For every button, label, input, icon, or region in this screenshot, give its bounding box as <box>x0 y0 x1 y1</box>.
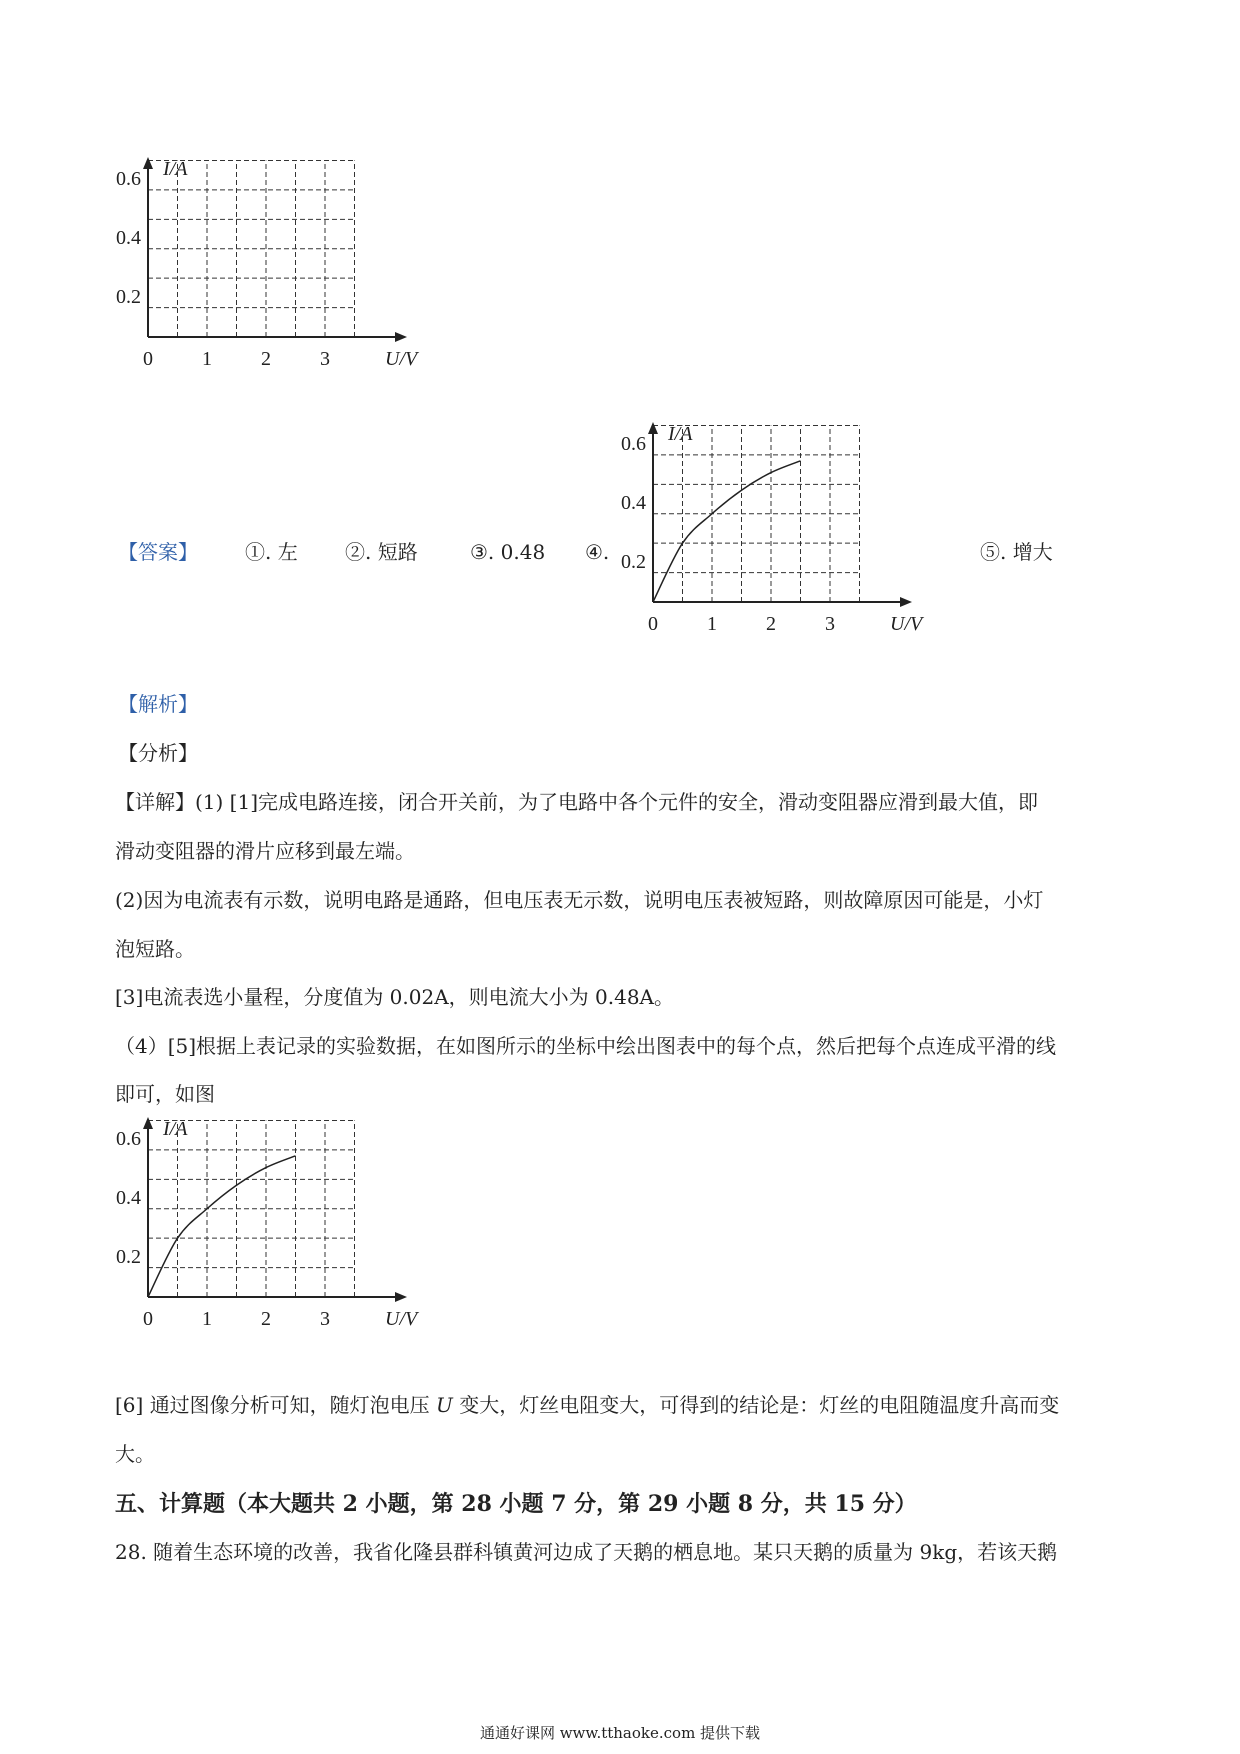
detail-p2-line1: (2)因为电流表有示数，说明电路是通路，但电压表无示数，说明电压表被短路，则故障原因可能是，小灯 <box>115 888 1044 912</box>
footer-text: 通通好课网 www.tthaoke.com 提供下载 <box>479 1724 761 1742</box>
question-28: 28. 随着生态环境的改善，我省化隆县群科镇黄河边成了天鹅的栖息地。某只天鹅的质量为 9kg，若该天鹅 <box>115 1540 1058 1564</box>
graph-detail <box>105 1115 435 1375</box>
detail-p6-pre: [6] 通过图像分析可知，随灯泡电压 <box>115 1393 437 1417</box>
x-axis-arrow <box>395 1292 407 1302</box>
y-tick-label: 0.4 <box>116 1187 141 1209</box>
y-axis-label: I/A <box>668 423 693 445</box>
x-axis-arrow <box>395 332 407 342</box>
answer-4: ④. <box>585 540 610 564</box>
y-axis-arrow <box>143 157 153 169</box>
x-axis-label: U/V <box>385 1308 418 1330</box>
iu-curve <box>653 461 801 602</box>
graph-answer-grid <box>653 425 860 602</box>
detail-p6-post: 变大，灯丝电阻变大，可得到的结论是：灯丝的电阻随温度升高而变 <box>452 1393 1060 1417</box>
x-tick-label: 3 <box>320 1308 330 1330</box>
answer-2: ②. 短路 <box>345 540 418 564</box>
y-axis-label: I/A <box>163 1118 188 1140</box>
detail-p4-line1: （4）[5]根据上表记录的实验数据，在如图所示的坐标中绘出图表中的每个点，然后把每个点连成平滑的线 <box>115 1034 1057 1058</box>
x-tick-label: 2 <box>261 348 271 370</box>
x-tick-label: 2 <box>766 613 776 635</box>
y-tick-label: 0.2 <box>621 551 646 573</box>
y-axis-arrow <box>648 422 658 434</box>
x-axis-label: U/V <box>890 613 923 635</box>
answer-label: 【答案】 <box>118 540 198 564</box>
y-axis-label: I/A <box>163 158 188 180</box>
x-axis-arrow <box>900 597 912 607</box>
analysis-label: 【解析】 <box>118 692 198 716</box>
detail-p1-line1: 【详解】(1) [1]完成电路连接，闭合开关前，为了电路中各个元件的安全，滑动变阻器应滑到最大值，即 <box>115 790 1039 814</box>
iu-curve <box>148 1156 296 1297</box>
y-tick-label: 0.2 <box>116 286 141 308</box>
x-tick-label: 1 <box>202 1308 212 1330</box>
y-tick-label: 0.2 <box>116 1246 141 1268</box>
detail-p1-line2: 滑动变阻器的滑片应移到最左端。 <box>115 839 415 863</box>
answer-3: ③. 0.48 <box>470 540 546 564</box>
y-tick-label: 0.6 <box>116 168 141 190</box>
x-tick-label: 2 <box>261 1308 271 1330</box>
detail-p6-line2: 大。 <box>115 1442 155 1466</box>
y-tick-label: 0.6 <box>621 433 646 455</box>
x-tick-label: 3 <box>320 348 330 370</box>
graph-blank <box>105 155 435 415</box>
detail-p2-line2: 泡短路。 <box>115 937 195 961</box>
y-axis-arrow <box>143 1117 153 1129</box>
y-tick-label: 0.6 <box>116 1128 141 1150</box>
detail-p4-line2: 即可，如图 <box>115 1082 215 1106</box>
fenxi-label: 【分析】 <box>118 741 198 765</box>
graph-blank-grid <box>148 160 355 337</box>
answer-5: ⑤. 增大 <box>980 540 1053 564</box>
x-tick-label: 1 <box>202 348 212 370</box>
graph-answer <box>610 420 940 680</box>
x-tick-label: 3 <box>825 613 835 635</box>
detail-p6-line1 <box>115 1393 1059 1417</box>
section-title: 五、计算题（本大题共 2 小题，第 28 小题 7 分，第 29 小题 8 分，共 15 分） <box>115 1491 917 1517</box>
x-tick-label: 0 <box>143 1308 153 1330</box>
detail-p3: [3]电流表选小量程，分度值为 0.02A，则电流大小为 0.48A。 <box>115 985 674 1009</box>
x-tick-label: 0 <box>143 348 153 370</box>
x-axis-label: U/V <box>385 348 418 370</box>
y-tick-label: 0.4 <box>621 492 646 514</box>
answer-1: ①. 左 <box>245 540 298 564</box>
detail-p6-var: U <box>436 1393 453 1417</box>
graph-detail-grid <box>148 1120 355 1297</box>
x-tick-label: 0 <box>648 613 658 635</box>
y-tick-label: 0.4 <box>116 227 141 249</box>
x-tick-label: 1 <box>707 613 717 635</box>
